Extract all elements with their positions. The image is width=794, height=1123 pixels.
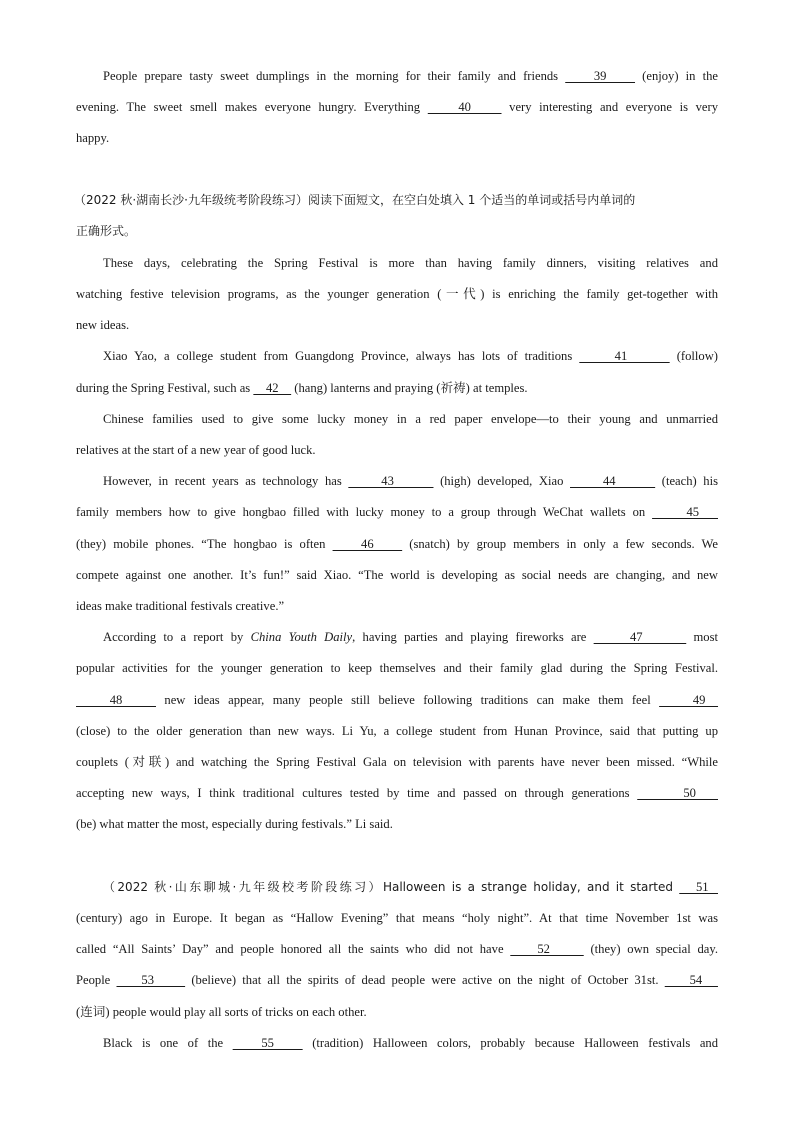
blank-42: 42 bbox=[253, 381, 292, 395]
text-span: Black is one of the bbox=[103, 1036, 233, 1050]
text-span: (follow) bbox=[669, 349, 718, 363]
blank-39: 39 bbox=[565, 69, 636, 83]
text-line bbox=[103, 628, 718, 646]
blank-47: 47 bbox=[593, 630, 687, 644]
section-header: （2022 秋·湖南长沙·九年级统考阶段练习）阅读下面短文，在空白处填入 1 个适当的单词或括号内单词的 bbox=[74, 193, 636, 207]
text-line bbox=[76, 691, 718, 709]
text-line bbox=[103, 1034, 718, 1052]
text-line bbox=[103, 878, 718, 896]
text-span: According to a report by bbox=[103, 630, 251, 644]
text-line bbox=[76, 98, 718, 116]
text-span: (teach) his bbox=[655, 474, 718, 488]
text-span: accepting new ways, I think traditional cultures tested by time and passed on through generations bbox=[76, 786, 638, 800]
text-line bbox=[76, 784, 718, 802]
text-span: (they) own special day. bbox=[583, 942, 718, 956]
text-line bbox=[76, 379, 718, 397]
blank-54: 54 bbox=[664, 973, 718, 987]
text-span: People prepare tasty sweet dumplings in the morning for their family and friends bbox=[103, 69, 566, 83]
text-span: (snatch) by group members in only a few seconds. We bbox=[402, 537, 719, 551]
text-span: Xiao Yao, a college student from Guangdong Province, always has lots of traditions bbox=[103, 349, 580, 363]
text-span: However, in recent years as technology has bbox=[103, 474, 349, 488]
text-span: (hang) lanterns and praying (祈祷) at temples. bbox=[291, 381, 528, 395]
blank-55: 55 bbox=[232, 1036, 303, 1050]
text-line: happy. bbox=[76, 131, 110, 145]
blank-40: 40 bbox=[427, 100, 502, 114]
blank-43: 43 bbox=[348, 474, 434, 488]
text-line: These days, celebrating the Spring Festival is more than having family dinners, visiting relatives and bbox=[103, 256, 718, 270]
text-span: family members how to give hongbao filled with lucky money to a group through WeChat wallets on bbox=[76, 505, 653, 519]
blank-52: 52 bbox=[510, 942, 584, 956]
text-span: (enjoy) in the bbox=[635, 69, 719, 83]
text-span: new ideas appear, many people still believe following traditions can make them feel bbox=[155, 693, 660, 707]
blank-46: 46 bbox=[332, 537, 403, 551]
text-span: (high) developed, Xiao bbox=[433, 474, 571, 488]
text-span: very interesting and everyone is very bbox=[501, 100, 719, 114]
text-line bbox=[76, 940, 718, 958]
newspaper-title: China Youth Daily bbox=[250, 630, 353, 644]
blank-45: 45 bbox=[652, 505, 718, 519]
text-span: (they) mobile phones. “The hongbao is often bbox=[76, 537, 333, 551]
text-line: (century) ago in Europe. It began as “Hallow Evening” that means “holy night”. At that time November 1st was bbox=[76, 911, 718, 925]
section-header: 正确形式。 bbox=[76, 224, 137, 238]
text-line: relatives at the start of a new year of good luck. bbox=[76, 443, 316, 457]
text-line: (连词) people would play all sorts of tricks on each other. bbox=[76, 1005, 367, 1019]
blank-41: 41 bbox=[579, 349, 670, 363]
text-span: during the Spring Festival, such as bbox=[76, 381, 254, 395]
blank-49: 49 bbox=[659, 693, 719, 707]
blank-44: 44 bbox=[570, 474, 656, 488]
text-span: evening. The sweet smell makes everyone hungry. Everything bbox=[76, 100, 428, 114]
blank-51: 51 bbox=[679, 880, 718, 894]
section-header: （2022 秋·山东聊城·九年级校考阶段练习）Halloween is a strange holiday, and it started bbox=[103, 880, 680, 894]
text-line bbox=[103, 347, 718, 365]
text-span: (believe) that all the spirits of dead people were active on the night of October 31st. bbox=[185, 973, 665, 987]
text-span: , having parties and playing fireworks are bbox=[352, 630, 594, 644]
text-line bbox=[103, 67, 718, 85]
text-line: (be) what matter the most, especially during festivals.” Li said. bbox=[76, 817, 393, 831]
text-line: (close) to the older generation than new ways. Li Yu, a college student from Hunan Province, said that putting up bbox=[76, 724, 718, 738]
text-span: most bbox=[686, 630, 718, 644]
text-line: ideas make traditional festivals creative.” bbox=[76, 599, 285, 613]
text-line: watching festive television programs, as the younger generation (一代) is enriching the family get-together with bbox=[76, 287, 718, 301]
text-line bbox=[76, 971, 718, 989]
text-line: popular activities for the younger generation to keep themselves and their family glad during the Spring Festival. bbox=[76, 661, 718, 675]
text-line bbox=[103, 472, 718, 490]
blank-53: 53 bbox=[116, 973, 186, 987]
text-line: compete against one another. It’s fun!” said Xiao. “The world is developing as social needs are changing, and new bbox=[76, 568, 718, 582]
text-line bbox=[76, 503, 718, 521]
text-span: called “All Saints’ Day” and people honored all the saints who did not have bbox=[76, 942, 511, 956]
text-line: Chinese families used to give some lucky money in a red paper envelope—to their young and unmarried bbox=[103, 412, 718, 426]
text-span: (tradition) Halloween colors, probably because Halloween festivals and bbox=[302, 1036, 719, 1050]
text-line: couplets (对联) and watching the Spring Festival Gala on television with parents have never been missed. “While bbox=[76, 755, 718, 769]
text-span: People bbox=[76, 973, 117, 987]
blank-50: 50 bbox=[637, 786, 718, 800]
text-line bbox=[76, 535, 718, 553]
text-line: new ideas. bbox=[76, 318, 130, 332]
blank-48: 48 bbox=[76, 693, 156, 707]
